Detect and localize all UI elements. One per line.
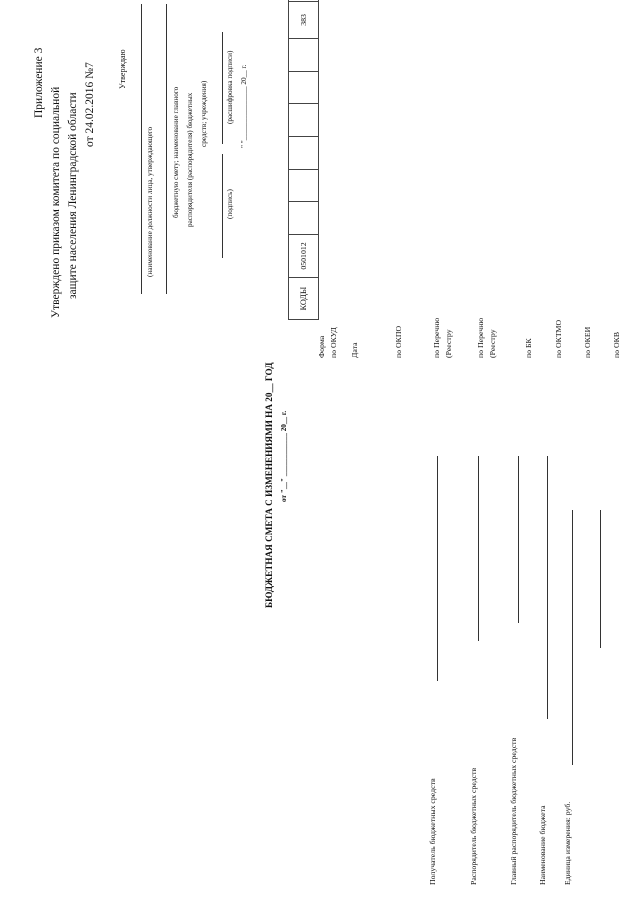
code-cell[interactable] [289, 104, 319, 137]
document-date: от "__" ____________ 20__ г. [280, 410, 288, 502]
code-cell[interactable]: 383 [289, 1, 319, 38]
code-label-line2: (Реестру [444, 329, 453, 358]
code-cell[interactable] [289, 136, 319, 169]
field-input-line[interactable] [547, 456, 548, 719]
approval-order-line1: Утверждено приказом комитета по социальной [50, 86, 62, 318]
field-input-line[interactable] [478, 456, 479, 641]
code-label-line2: по БК [524, 338, 533, 358]
code-label-line2: по ОКПО [394, 325, 403, 358]
field-input-line[interactable] [572, 510, 573, 765]
field-label: Единица измерения: руб. [563, 801, 572, 885]
code-cell[interactable]: 0501012 [289, 234, 319, 277]
approver-caption-b: распорядителя (распорядителя) бюджетных [186, 92, 194, 227]
codes-header-row [289, 0, 319, 320]
code-label-line2: Дата [350, 342, 359, 358]
code-label-line2: по ОКЕИ [583, 326, 592, 358]
field-label: Получатель бюджетных средств [428, 778, 437, 885]
field-label: Распорядитель бюджетных средств [469, 767, 478, 885]
code-label-line1: по Перечню [432, 317, 441, 358]
code-cell[interactable] [289, 0, 319, 1]
approval-order-line2: защите населения Ленинградской области [67, 92, 79, 299]
code-label-line2: по ОКВ [612, 331, 621, 358]
codes-table [288, 0, 319, 320]
code-cell[interactable] [289, 71, 319, 104]
approval-order-date: от 24.02.2016 №7 [84, 62, 96, 147]
field-input-line[interactable] [437, 456, 438, 681]
decoding-line [222, 32, 223, 144]
code-label-line1: по Перечню [476, 317, 485, 358]
signature-caption: (подпись) [226, 189, 234, 219]
unit-extra-line [600, 510, 601, 648]
approve-label: Утверждаю [118, 49, 127, 89]
code-label-line1: Форма [317, 335, 326, 358]
estimate-line [166, 4, 167, 294]
code-cell[interactable] [289, 38, 319, 71]
field-label: Главный распорядитель бюджетных средств [509, 737, 518, 885]
code-label-line2: по ОКТМО [554, 319, 563, 358]
approval-date: " "_______________ 20__ г. [240, 64, 248, 148]
document-title: БЮДЖЕТНАЯ СМЕТА С ИЗМЕНЕНИЯМИ НА 20__ ГОД [264, 362, 274, 608]
appendix-label: Приложение 3 [33, 47, 45, 118]
position-line [141, 4, 142, 294]
decoding-caption: (расшифровка подписи) [226, 50, 234, 124]
field-label: Наименование бюджета [538, 805, 547, 885]
approver-caption-c: средств; учреждения) [200, 80, 208, 147]
codes-header: КОДЫ [289, 278, 319, 320]
code-label-line2: (Реестру [488, 329, 497, 358]
code-cell[interactable] [289, 169, 319, 202]
code-label-line2: по ОКУД [329, 327, 338, 358]
code-cell[interactable] [289, 202, 319, 235]
position-caption: (наименование должности лица, утверждающего [146, 126, 154, 277]
field-input-line[interactable] [518, 456, 519, 623]
approver-caption-a: бюджетную смету; наименование главного [172, 86, 180, 218]
signature-line [222, 154, 223, 258]
